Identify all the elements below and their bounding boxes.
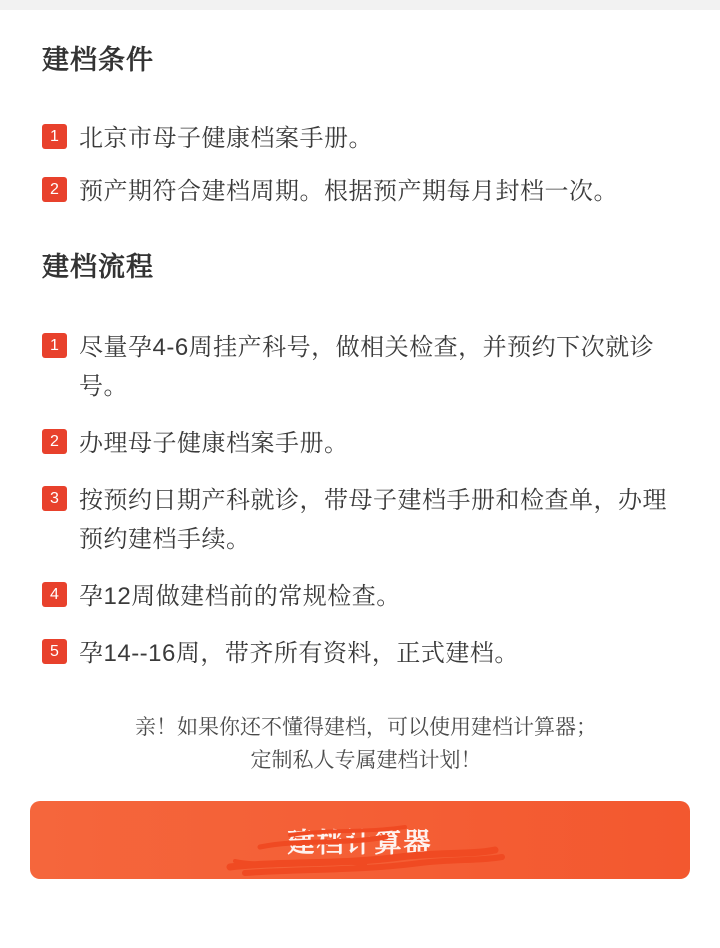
list-number-badge: 2 bbox=[42, 429, 67, 454]
promo-text bbox=[42, 711, 690, 777]
list-number-badge: 5 bbox=[42, 639, 67, 664]
list-item-text: 孕12周做建档前的常规检查。 bbox=[79, 583, 401, 610]
list-item-text: 尽量孕4-6周挂产科号，做相关检查，并预约下次就诊号。 bbox=[79, 334, 655, 400]
list-item bbox=[42, 119, 690, 158]
top-spacer bbox=[0, 0, 720, 10]
list-item-text: 预产期符合建档周期。根据预产期每月封档一次。 bbox=[79, 178, 618, 205]
list-item bbox=[42, 634, 690, 673]
list-item-text: 北京市母子健康档案手册。 bbox=[79, 125, 373, 152]
promo-line-2: 定制私人专属建档计划！ bbox=[250, 749, 482, 772]
section-title-process: 建档流程 bbox=[42, 252, 154, 282]
calculator-button[interactable] bbox=[30, 801, 690, 879]
bottom-spacer bbox=[0, 879, 720, 893]
list-item bbox=[42, 481, 690, 559]
section-title-conditions: 建档条件 bbox=[42, 45, 154, 75]
promo-line-1: 亲！如果你还不懂得建档，可以使用建档计算器； bbox=[135, 716, 597, 739]
list-item bbox=[42, 577, 690, 616]
cta-container bbox=[0, 801, 720, 879]
process-list bbox=[42, 328, 690, 673]
calculator-button-label: 建档计算器 bbox=[287, 827, 433, 858]
list-item bbox=[42, 328, 690, 406]
list-number-badge: 2 bbox=[42, 177, 67, 202]
list-number-badge: 3 bbox=[42, 486, 67, 511]
list-item bbox=[42, 424, 690, 463]
conditions-list bbox=[42, 119, 690, 211]
list-item-text: 按预约日期产科就诊，带母子建档手册和检查单，办理预约建档手续。 bbox=[79, 487, 667, 553]
article-content bbox=[0, 10, 720, 777]
list-number-badge: 4 bbox=[42, 582, 67, 607]
list-number-badge: 1 bbox=[42, 124, 67, 149]
list-item-text: 孕14--16周，带齐所有资料，正式建档。 bbox=[79, 640, 519, 667]
list-number-badge: 1 bbox=[42, 333, 67, 358]
list-item-text: 办理母子健康档案手册。 bbox=[79, 430, 349, 457]
list-item bbox=[42, 172, 690, 211]
